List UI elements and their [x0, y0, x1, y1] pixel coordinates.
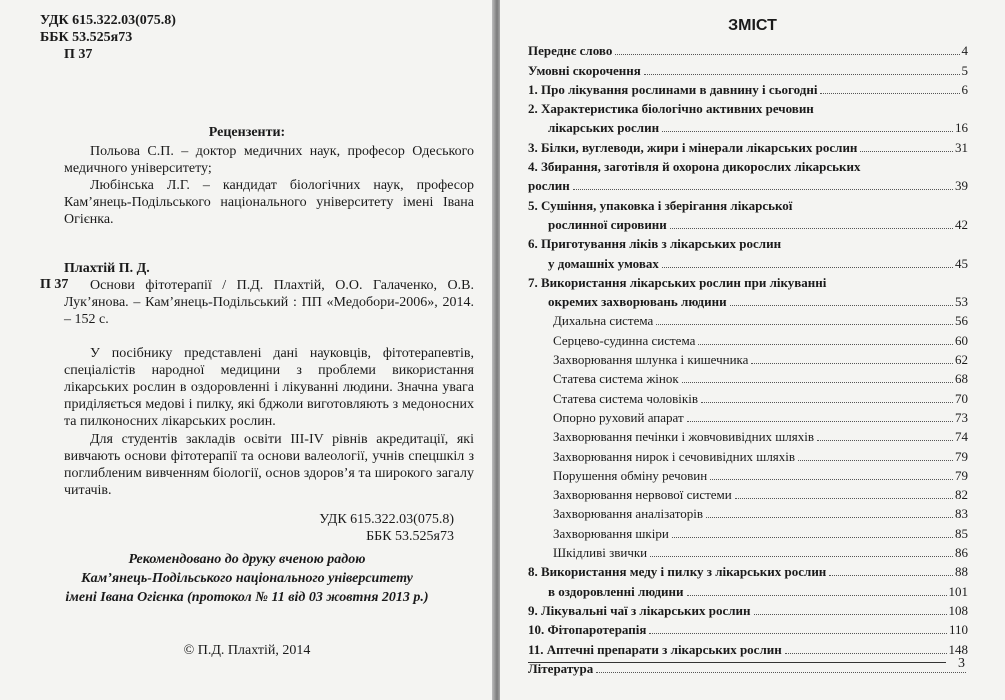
toc-leader-dots: [710, 479, 953, 480]
toc-entry: [528, 522, 968, 541]
toc-entry: [528, 194, 968, 213]
reviewer-1: Польова С.П. – доктор медичних наук, професор Одеського медичного університету;: [64, 144, 474, 176]
toc-entry: [528, 503, 968, 522]
page-number: 3: [958, 656, 965, 671]
toc-entry-page: 60: [955, 332, 968, 348]
toc-entry-page: 56: [955, 313, 968, 329]
toc-leader-dots: [798, 460, 953, 461]
toc-entry-title: Серцево-судинна система: [553, 332, 696, 348]
toc-entry-page: 68: [955, 371, 968, 387]
author-code: П 37: [64, 47, 93, 62]
toc-entry: [528, 349, 968, 368]
toc-leader-dots: [644, 74, 960, 75]
toc-entry-title: 3. Білки, вуглеводи, жири і мінерали лікарських рослин: [528, 139, 858, 155]
toc-leader-dots: [682, 382, 953, 383]
toc-entry-page: 4: [961, 43, 968, 59]
toc-entry-title: Шкідливі звички: [553, 545, 648, 561]
toc-entry-title: 7. Використання лікарських рослин при лікуванні: [528, 274, 827, 290]
toc-entry-title: в оздоровленні людини: [548, 583, 684, 599]
toc-entry-page: 6: [961, 81, 968, 97]
toc-entry-page: 62: [955, 352, 968, 368]
toc-entry: [528, 98, 968, 117]
toc-entry-page: 31: [955, 139, 968, 155]
toc-leader-dots: [754, 614, 947, 615]
toc-leader-dots: [820, 93, 959, 94]
toc-entry-page: 45: [955, 255, 968, 271]
toc-entry-title: 8. Використання меду і пилку з лікарських рослин: [528, 564, 827, 580]
toc-entry: [528, 600, 968, 619]
toc-entry-title: 5. Сушіння, упаковка і зберігання лікарської: [528, 197, 793, 213]
right-page: [500, 0, 1005, 700]
toc-leader-dots: [860, 151, 953, 152]
toc-entry-page: 53: [955, 294, 968, 310]
udk-code-repeat: УДК 615.322.03(075.8): [319, 512, 454, 527]
toc-entry-page: 83: [955, 506, 968, 522]
abstract-paragraph-1: У посібнику представлені дані науковців, фітотерапевтів, спеціалістів народної медицини з проблеми використання лікарських рослин в оздоровленні і лікуванні людини. Значна увага приділяється медові і пилку, які бджоли виготовляють з медоносних та пилконосних лікарських рослин.: [64, 346, 474, 429]
toc-leader-dots: [817, 440, 953, 441]
recommendation-line-2: Кам’янець-Подільського національного університету: [81, 571, 413, 586]
toc-entry: [528, 136, 968, 155]
toc-entry-title: Захворювання печінки і жовчовивідних шляхів: [553, 429, 815, 445]
abstract-paragraph-2: Для студентів закладів освіти III-IV рівнів акредитації, які вивчають основи фітотерапії та основи валеології, учнів спецшкіл з поглибленим вивченням біології, основ здоров’я та широкого загалу читачів.: [64, 432, 474, 498]
bib-code: П 37: [40, 277, 69, 292]
toc-entry-title: Дихальна система: [553, 313, 654, 329]
toc-entry: [528, 426, 968, 445]
toc-leader-dots: [573, 189, 953, 190]
toc-entry: [528, 40, 968, 59]
toc-entry-page: 79: [955, 448, 968, 464]
toc-leader-dots: [701, 402, 953, 403]
toc-entry-title: 11. Аптечні препарати з лікарських рослин: [528, 641, 782, 657]
toc-entry-title: Умовні скорочення: [528, 62, 641, 78]
toc-entry: [528, 387, 968, 406]
toc-entry: [528, 619, 968, 638]
toc-entry: [528, 252, 968, 271]
toc-entry: [528, 233, 968, 252]
toc-entry-page: 82: [955, 487, 968, 503]
toc-entry-title: у домашніх умовах: [548, 255, 659, 271]
toc-entry-page: 73: [955, 409, 968, 425]
toc-entry-title: Захворювання нирок і сечовивідних шляхів: [553, 448, 796, 464]
toc-entry-title: Переднє слово: [528, 43, 613, 59]
toc-entry-title: Опорно руховий апарат: [553, 409, 684, 425]
toc-leader-dots: [751, 363, 953, 364]
toc-entry-title: 2. Характеристика біологічно активних речовин: [528, 101, 814, 117]
copyright: © П.Д. Плахтій, 2014: [183, 643, 311, 658]
toc-entry: [528, 465, 968, 484]
toc-leader-dots: [656, 324, 953, 325]
toc-leader-dots: [829, 575, 953, 576]
toc-entry-page: 70: [955, 390, 968, 406]
bibliographic-description: Основи фітотерапії / П.Д. Плахтій, О.О. Галаченко, О.В. Лук’янова. – Кам’янець-Подільський : ПП «Медобори-2006», 2014. – 152 с.: [64, 278, 474, 327]
toc-entry: [528, 445, 968, 464]
reviewer-2: Любінська Л.Г. – кандидат біологічних наук, професор Кам’янець-Подільського національного університету імені Івана Огієнка.: [64, 178, 474, 227]
toc-entry-title: 1. Про лікування рослинами в давнину і сьогодні: [528, 81, 818, 97]
toc-leader-dots: [706, 517, 953, 518]
toc-entry: [528, 658, 968, 677]
recommendation-line-3: імені Івана Огієнка (протокол № 11 від 03 жовтня 2013 р.): [65, 590, 429, 605]
toc-leader-dots: [735, 498, 953, 499]
bbk-code-repeat: ББК 53.525я73: [366, 529, 454, 544]
toc-entry-title: рослинної сировини: [548, 216, 667, 232]
toc-entry-title: окремих захворювань людини: [548, 294, 727, 310]
toc-entry: [528, 175, 968, 194]
toc-entry-page: 16: [955, 120, 968, 136]
toc-leader-dots: [785, 653, 947, 654]
toc-entry: [528, 542, 968, 561]
toc-leader-dots: [670, 228, 953, 229]
toc-entry: [528, 117, 968, 136]
toc-entry: [528, 156, 968, 175]
toc-entry-title: 4. Збирання, заготівля й охорона дикорослих лікарських: [528, 159, 861, 175]
book-author: Плахтій П. Д.: [64, 261, 150, 276]
toc-entry-title: 9. Лікувальні чаї з лікарських рослин: [528, 602, 751, 618]
toc-entry-page: 74: [955, 429, 968, 445]
toc-entry-page: 42: [955, 216, 968, 232]
toc-leader-dots: [672, 537, 953, 538]
toc-leader-dots: [662, 267, 953, 268]
toc-entry: [528, 638, 968, 657]
toc-entry-title: рослин: [528, 178, 570, 194]
toc-entry-title: 6. Приготування ліків з лікарських рослин: [528, 236, 782, 252]
toc-entry: [528, 580, 968, 599]
toc-leader-dots: [698, 344, 953, 345]
toc-entry-title: Захворювання шкіри: [553, 525, 669, 541]
toc-leader-dots: [650, 556, 953, 557]
toc-title: ЗМІСТ: [728, 17, 777, 34]
toc-entry-title: Захворювання нервової системи: [553, 487, 732, 503]
table-of-contents: [528, 40, 968, 677]
toc-entry: [528, 214, 968, 233]
toc-entry: [528, 59, 968, 78]
toc-leader-dots: [649, 633, 947, 634]
toc-leader-dots: [596, 672, 966, 673]
toc-leader-dots: [615, 54, 959, 55]
toc-entry: [528, 329, 968, 348]
toc-entry-page: 148: [948, 641, 968, 657]
toc-entry-page: 110: [948, 622, 968, 638]
toc-entry-title: Захворювання аналізаторів: [553, 506, 703, 522]
toc-entry-title: Захворювання шлунка і кишечника: [553, 352, 749, 368]
footer-rule: [528, 662, 946, 663]
toc-entry-page: 101: [948, 583, 968, 599]
toc-entry-title: лікарських рослин: [548, 120, 660, 136]
toc-entry-page: 85: [955, 525, 968, 541]
toc-entry-page: 5: [961, 62, 968, 78]
left-page: [0, 0, 494, 700]
toc-leader-dots: [687, 595, 947, 596]
toc-entry: [528, 310, 968, 329]
recommendation-line-1: Рекомендовано до друку вченою радою: [128, 552, 366, 567]
toc-entry-page: 108: [948, 602, 968, 618]
toc-entry-title: Література: [528, 660, 594, 676]
toc-leader-dots: [687, 421, 953, 422]
toc-entry: [528, 484, 968, 503]
toc-entry-page: 79: [955, 467, 968, 483]
toc-leader-dots: [662, 131, 953, 132]
toc-entry-title: 10. Фітопаротерапія: [528, 622, 647, 638]
toc-entry: [528, 272, 968, 291]
udk-code: УДК 615.322.03(075.8): [40, 13, 176, 28]
toc-entry: [528, 291, 968, 310]
toc-entry: [528, 79, 968, 98]
toc-entry: [528, 561, 968, 580]
toc-leader-dots: [730, 305, 953, 306]
bbk-code: ББК 53.525я73: [40, 30, 133, 45]
toc-entry-page: 86: [955, 545, 968, 561]
toc-entry-title: Статева система чоловіків: [553, 390, 698, 406]
toc-entry-page: 39: [955, 178, 968, 194]
toc-entry: [528, 368, 968, 387]
toc-entry: [528, 407, 968, 426]
toc-entry-title: Статева система жінок: [553, 371, 679, 387]
reviewers-title: Рецензенти:: [208, 125, 286, 140]
toc-entry-page: 88: [955, 564, 968, 580]
toc-entry-title: Порушення обміну речовин: [553, 467, 708, 483]
